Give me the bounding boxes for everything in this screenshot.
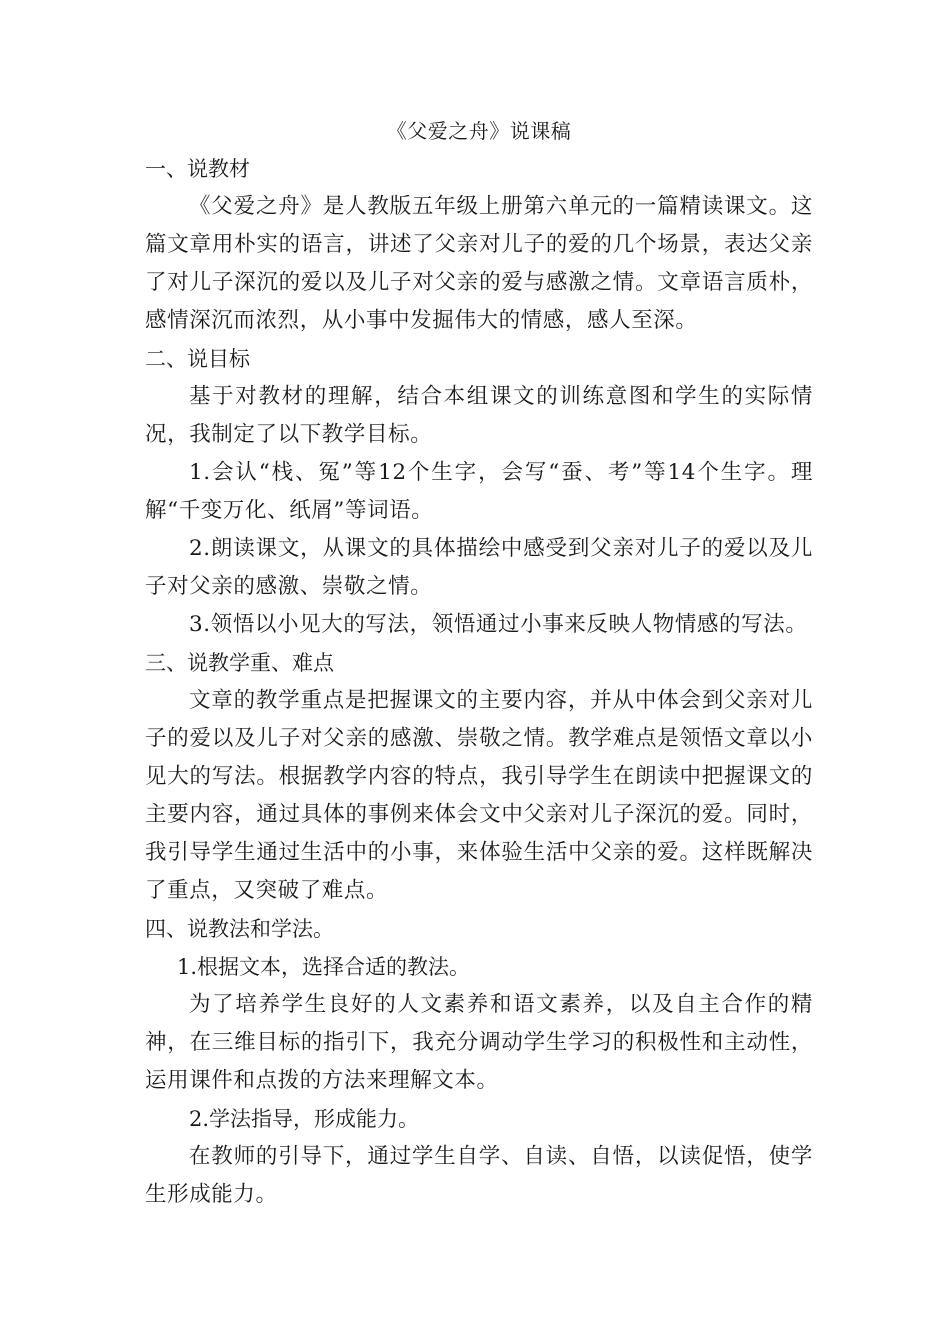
paragraph-goal-2: 2.朗读课文，从课文的具体描绘中感受到父亲对儿子的爱以及儿子对父亲的感激、崇敬之情。 bbox=[145, 536, 813, 599]
paragraph-textbook: 《父爱之舟》是人教版五年级上册第六单元的一篇精读课文。这篇文章用朴实的语言，讲述了父亲对儿子的爱的几个场景，表达父亲了对儿子深沉的爱以及儿子对父亲的爱与感激之情。文章语言质朴，感情深沉而浓烈，从小事中发掘伟大的情感，感人至深。 bbox=[145, 194, 813, 333]
subheading-teaching-method: 1.根据文本，选择合适的教法。 bbox=[177, 955, 471, 979]
paragraph-goal-1: 1.会认“栈、冤”等12个生字，会写“蚕、考”等14个生字。理解“千变万化、纸屑”等词语。 bbox=[145, 460, 813, 523]
paragraph-goals-intro: 基于对教材的理解，结合本组课文的训练意图和学生的实际情况，我制定了以下教学目标。 bbox=[145, 384, 813, 447]
section-heading-goals: 二、说目标 bbox=[145, 347, 250, 371]
paragraph-key-points: 文章的教学重点是把握课文的主要内容，并从中体会到父亲对儿子的爱以及儿子对父亲的感激、崇敬之情。教学难点是领悟文章以小见大的写法。根据教学内容的特点，我引导学生在朗读中把握课文的主要内容，通过具体的事例来体会文中父亲对儿子深沉的爱。同时，我引导学生通过生活中的小事，来体验生活中父亲的爱。这样既解决了重点，又突破了难点。 bbox=[145, 688, 813, 903]
paragraph-goal-3: 3.领悟以小见大的写法，领悟通过小事来反映人物情感的写法。 bbox=[189, 612, 808, 637]
paragraph-learning-method: 在教师的引导下，通过学生自学、自读、自悟，以读促悟，使学生形成能力。 bbox=[145, 1144, 813, 1207]
section-heading-key-points: 三、说教学重、难点 bbox=[145, 651, 334, 675]
subheading-learning-method: 2.学法指导，形成能力。 bbox=[189, 1107, 420, 1131]
section-heading-methods: 四、说教法和学法。 bbox=[145, 917, 334, 941]
section-heading-textbook: 一、说教材 bbox=[145, 157, 250, 181]
document-title: 《父爱之舟》说课稿 bbox=[386, 119, 572, 143]
document-body bbox=[145, 112, 813, 1214]
paragraph-teaching-method: 为了培养学生良好的人文素养和语文素养，以及自主合作的精神，在三维目标的指引下，我充分调动学生学习的积极性和主动性，运用课件和点拨的方法来理解文本。 bbox=[145, 992, 813, 1093]
